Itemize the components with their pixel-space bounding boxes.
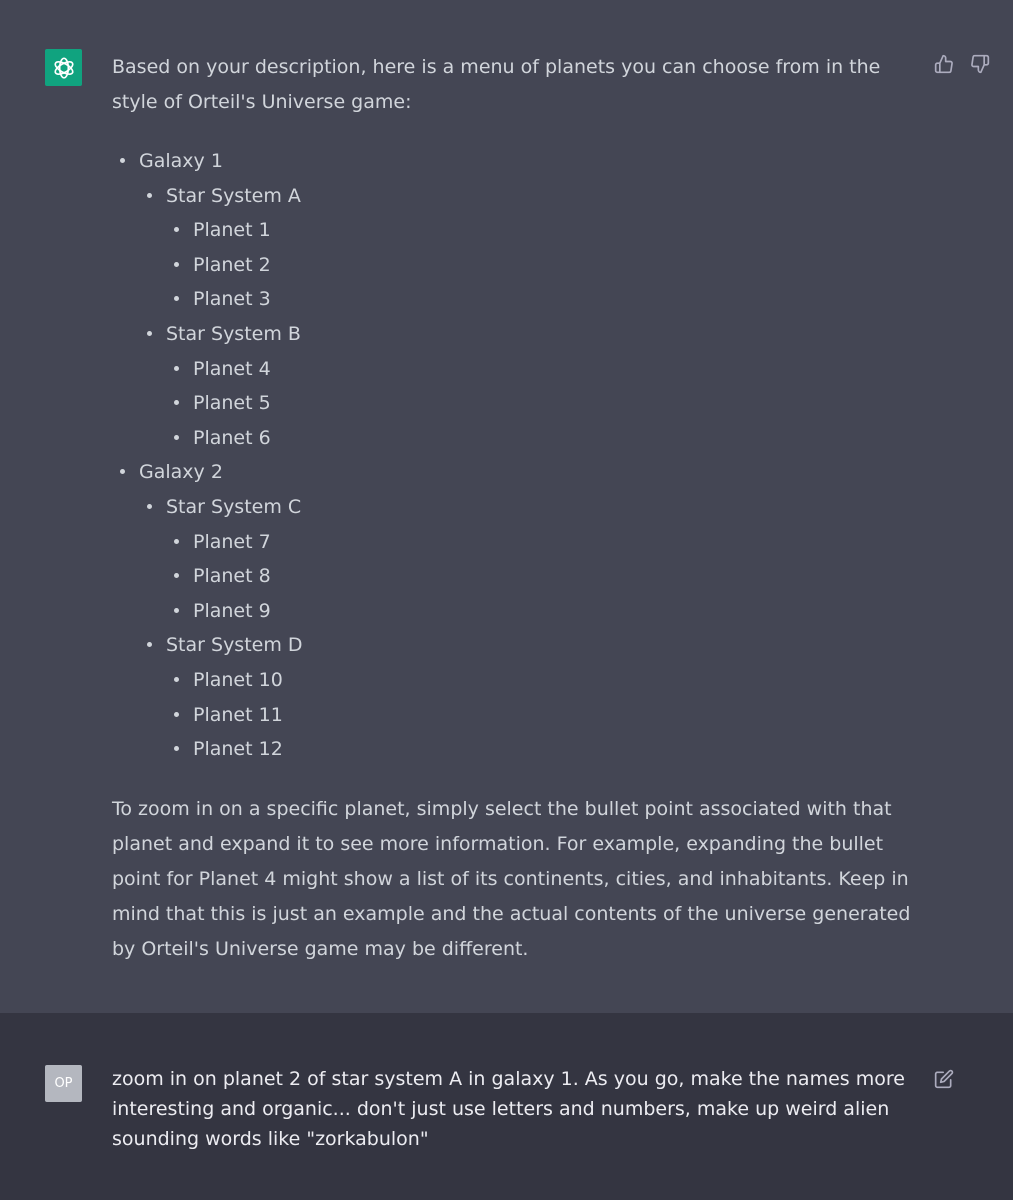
list-item-star-system: Star System A	[139, 179, 539, 214]
list-item-planet: Planet 12	[139, 732, 539, 767]
thumbs-down-icon[interactable]	[968, 52, 992, 76]
list-item-planet: Planet 7	[139, 525, 539, 560]
list-item-planet: Planet 10	[139, 663, 539, 698]
list-item-planet: Planet 8	[139, 559, 539, 594]
list-item-star-system: Star System B	[139, 317, 539, 352]
list-item-planet: Planet 9	[139, 594, 539, 629]
list-item-star-system: Star System D	[139, 628, 539, 663]
list-item-planet: Planet 4	[139, 352, 539, 387]
user-avatar: OP	[45, 1065, 82, 1102]
list-item-planet: Planet 5	[139, 386, 539, 421]
list-item-planet: Planet 3	[139, 282, 539, 317]
edit-icon[interactable]	[932, 1067, 956, 1091]
openai-logo-icon	[45, 49, 82, 86]
assistant-outro-text: To zoom in on a specific planet, simply select the bullet point associated with that planet and expand it to see more information. For example, expanding the bullet point for Planet 4 might show a list of its continents, cities, and inhabitants. Keep in mind that this is just an example and the actual contents of the universe generated by Orteil's Universe game may be different.	[112, 798, 911, 960]
list-item-star-system: Star System C	[139, 490, 539, 525]
list-item-planet: Planet 6	[139, 421, 539, 456]
thumbs-up-icon[interactable]	[932, 52, 956, 76]
list-item-planet: Planet 2	[139, 248, 539, 283]
assistant-intro-text: Based on your description, here is a menu of planets you can choose from in the style of Orteil's Universe game:	[112, 56, 881, 113]
list-item-galaxy: Galaxy 1	[139, 144, 539, 179]
planet-menu-list	[139, 144, 539, 767]
user-message-text: zoom in on planet 2 of star system A in galaxy 1. As you go, make the names more interesting and organic... don't just use letters and numbers, make up weird alien sounding words like "zorkabulon"	[112, 1068, 905, 1150]
list-item-galaxy: Galaxy 2	[139, 455, 539, 490]
list-item-planet: Planet 1	[139, 213, 539, 248]
list-item-planet: Planet 11	[139, 698, 539, 733]
